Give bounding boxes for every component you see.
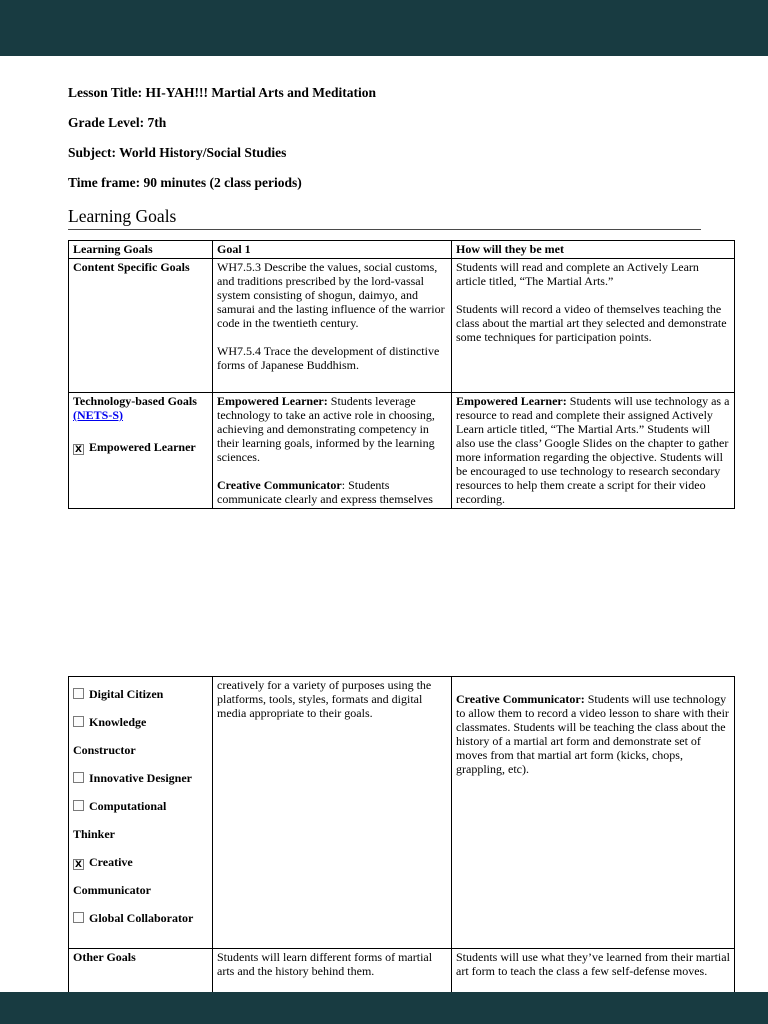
- other-met-text: Students will use what they’ve learned from their martial art form to teach the class a few self-defense moves.: [456, 950, 730, 978]
- met-paragraph-creative: [456, 692, 730, 776]
- innovative-designer-label: Innovative Designer: [89, 771, 192, 785]
- learning-goals-table-part2: [68, 676, 735, 992]
- header-learning-goals: Learning Goals: [69, 241, 213, 259]
- creative-communicator-label: Creative Communicator: [73, 855, 151, 897]
- innovative-designer-checkbox[interactable]: [73, 772, 84, 783]
- creative-communicator-lead: Creative Communicator: [217, 478, 342, 492]
- table-header-row: [69, 241, 735, 259]
- content-specific-goals-cell: [69, 259, 213, 393]
- checklist-item-creative-communicator: [73, 848, 208, 904]
- computational-thinker-label: Computational Thinker: [73, 799, 167, 841]
- nets-checklist-cell: [69, 677, 213, 949]
- met-paragraph-video: Students will record a video of themselves teaching the class about the martial art they selected and demonstrate some techniques for participation points.: [456, 302, 727, 344]
- grade-level-line: Grade Level: 7th: [68, 115, 167, 130]
- goal-paragraph-wh754: WH7.5.4 Trace the development of distinctive forms of Japanese Buddhism.: [217, 344, 440, 372]
- goal-paragraph-creative: [217, 478, 447, 506]
- nets-checklist: [73, 678, 208, 932]
- header-how-met: How will they be met: [452, 241, 735, 259]
- empowered-learner-checkbox-label: Empowered Learner: [89, 440, 196, 454]
- learning-goals-table-part1: [68, 240, 735, 509]
- knowledge-constructor-label: Knowledge Constructor: [73, 715, 147, 757]
- other-met-cell: [452, 949, 735, 993]
- creative-communicator-met-cell: [452, 677, 735, 949]
- empowered-learner-lead: Empowered Learner:: [217, 394, 328, 408]
- document-page: [0, 56, 768, 992]
- technology-met-cell: [452, 393, 735, 509]
- learning-goals-heading: Learning Goals: [68, 206, 701, 230]
- technology-goals-row: [69, 393, 735, 509]
- checklist-item-global-collaborator: [73, 904, 208, 932]
- technology-goals-label: Technology-based Goals: [73, 394, 197, 408]
- lesson-title-line: Lesson Title: HI-YAH!!! Martial Arts and Meditation: [68, 85, 376, 100]
- global-collaborator-checkbox[interactable]: [73, 912, 84, 923]
- empowered-learner-met-text: Students will use technology as a resource to read and complete their assigned Actively Learn article titled, “The Martial Arts.” Students will also use the class’ Google Slides on the chapter to gather more information regarding the objective. Students will be encouraged to use technology to research secondary resources to help them create a script for their video recording.: [456, 394, 730, 506]
- other-goal-cell: [213, 949, 452, 993]
- other-goal-text: Students will learn different forms of martial arts and the history behind them.: [217, 950, 433, 978]
- goal-continuation-text: creatively for a variety of purposes using the platforms, tools, styles, formats and digital media appropriate to their goals.: [217, 678, 432, 720]
- creative-communicator-checkbox[interactable]: X: [73, 859, 84, 870]
- checklist-item-computational-thinker: [73, 792, 208, 848]
- checklist-item-knowledge-constructor: [73, 708, 208, 764]
- page-content: [0, 56, 768, 992]
- met-paragraph-article: Students will read and complete an Actively Learn article titled, “The Martial Arts.”: [456, 260, 699, 288]
- met-paragraph-empowered: [456, 394, 730, 506]
- technology-goal-cell: [213, 393, 452, 509]
- checklist-item-innovative-designer: [73, 764, 208, 792]
- other-goals-label: Other Goals: [73, 950, 136, 964]
- creative-communicator-met-lead: Creative Communicator:: [456, 692, 585, 706]
- digital-citizen-label: Digital Citizen: [89, 687, 164, 701]
- subject-line: Subject: World History/Social Studies: [68, 145, 287, 160]
- content-specific-goals-label: Content Specific Goals: [73, 260, 190, 274]
- global-collaborator-label: Global Collaborator: [89, 911, 194, 925]
- goal-paragraph-empowered: [217, 394, 447, 464]
- technology-goals-continued-row: [69, 677, 735, 949]
- content-met-cell: [452, 259, 735, 393]
- technology-goals-cell: [69, 393, 213, 509]
- checklist-item-digital-citizen: [73, 680, 208, 708]
- other-goals-cell: [69, 949, 213, 993]
- empowered-learner-checkbox-row: [73, 440, 208, 455]
- goal-paragraph-wh753: WH7.5.3 Describe the values, social customs, and traditions prescribed by the lord-vassal system consisting of shogun, daimyo, and samurai and the lasting influence of the warrior code in the twentieth century.: [217, 260, 445, 330]
- page-break-gap: [68, 509, 734, 676]
- creative-communicator-met-text: Students will use technology to allow them to record a video lesson to share with their classmates. Students will be teaching the class about the history of a martial art form and demonstrate set of moves from that martial art form (kicks, chops, grappling, etc).: [456, 692, 729, 776]
- knowledge-constructor-checkbox[interactable]: [73, 716, 84, 727]
- content-goal-cell: [213, 259, 452, 393]
- computational-thinker-checkbox[interactable]: [73, 800, 84, 811]
- empowered-learner-text: Students leverage technology to take an active role in choosing, achieving and demonstrating competency in their learning goals, informed by the learning sciences.: [217, 394, 435, 464]
- content-specific-goals-row: [69, 259, 735, 393]
- creative-communicator-text: : Students communicate clearly and express themselves: [217, 478, 433, 506]
- digital-citizen-checkbox[interactable]: [73, 688, 84, 699]
- empowered-learner-met-lead: Empowered Learner:: [456, 394, 567, 408]
- other-goals-row: [69, 949, 735, 993]
- empowered-learner-checkbox[interactable]: X: [73, 444, 84, 455]
- header-goal-1: Goal 1: [213, 241, 452, 259]
- nets-s-link[interactable]: (NETS-S): [73, 408, 124, 422]
- goal-continuation-cell: [213, 677, 452, 949]
- time-frame-line: Time frame: 90 minutes (2 class periods): [68, 175, 302, 190]
